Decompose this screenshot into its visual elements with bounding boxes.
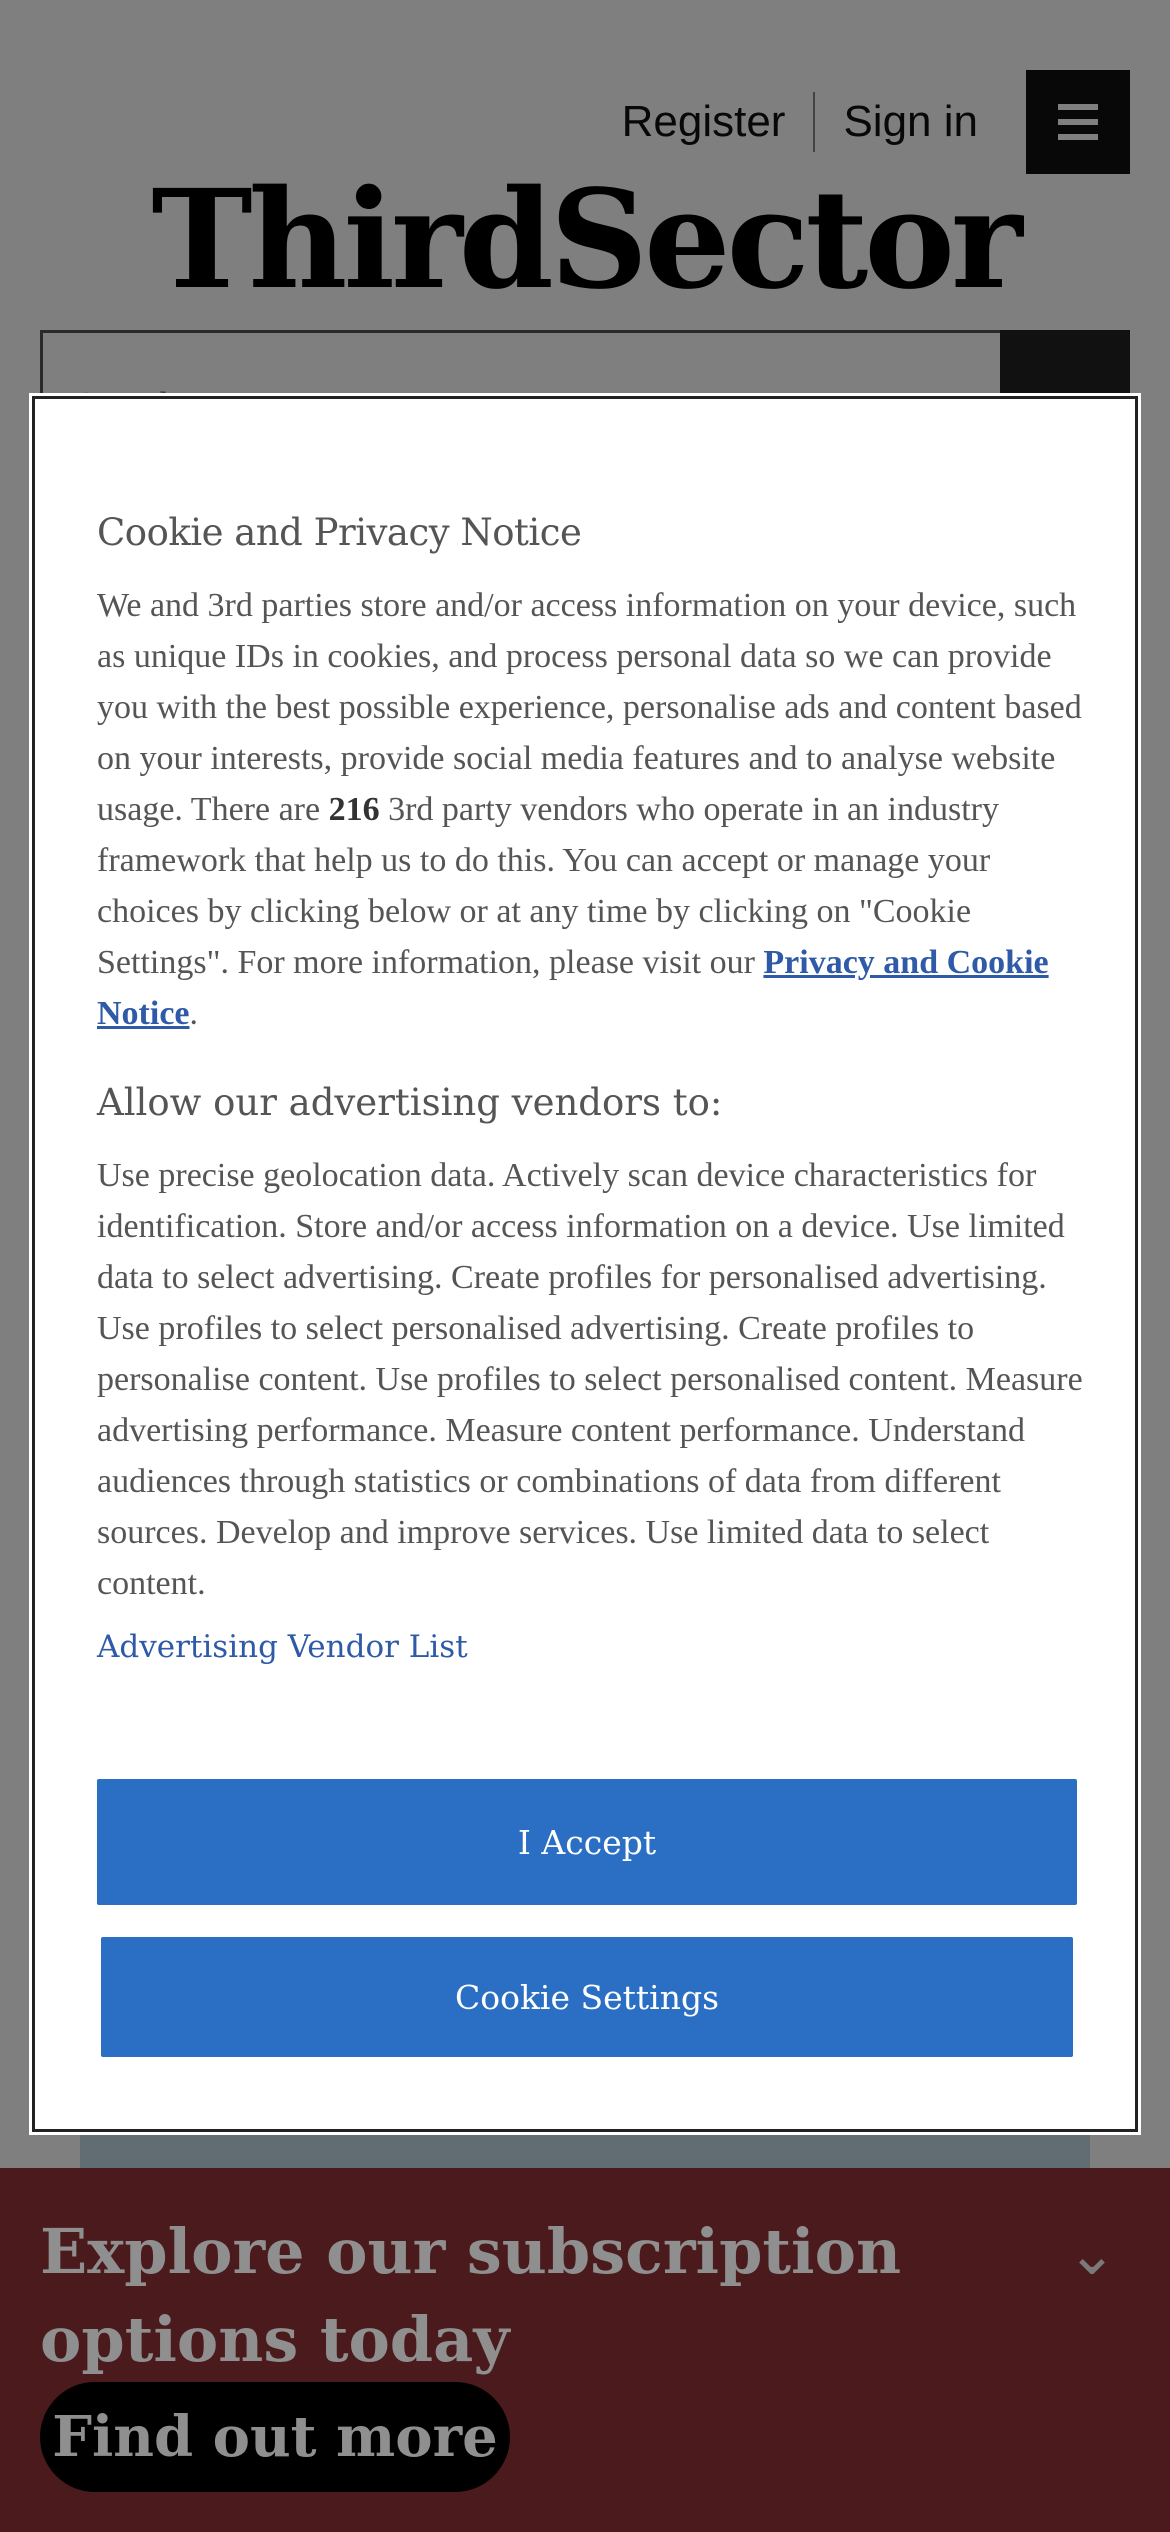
vendors-purposes-text: Use precise geolocation data. Actively scan device characteristics for identification. Store and/or access information on a device. Use limited data to select advertising. Create profiles for personalised advertising. Use profiles to select personalised advertising. Create profiles to personalise content. Use profiles to select personalised content. Measure advertising performance. Measure content performance. Understand audiences through statistics or combinations of data from different sources. Develop and improve services. Use limited data to select content. — [97, 1157, 1083, 1602]
vendor-list-link[interactable]: Advertising Vendor List — [97, 1629, 468, 1665]
vendors-heading: Allow our advertising vendors to: — [97, 1081, 723, 1124]
privacy-notice-link[interactable]: Privacy and Cookie Notice — [97, 944, 1049, 1032]
subscription-banner — [0, 2168, 1170, 2532]
vendor-count: 216 — [328, 791, 380, 828]
subscription-banner-text: Explore our subscription options today — [40, 2215, 902, 2376]
cookie-modal-title: Cookie and Privacy Notice — [97, 511, 582, 554]
cookie-modal-body — [97, 580, 1097, 1039]
cookie-settings-button[interactable]: Cookie Settings — [101, 1937, 1073, 2057]
find-out-more-button[interactable]: Find out more — [40, 2382, 510, 2492]
cookie-body-end: . — [189, 995, 199, 1032]
chevron-down-icon[interactable]: ⌄ — [1066, 2219, 1118, 2289]
cookie-modal-content — [97, 511, 1097, 1665]
cookie-body-part1: We and 3rd parties store and/or access information on your device, such as unique IDs in cookies, and process personal data so we can provide you with the best possible experience, personalise ads and content based on your interests, provide social media features and to analyse website usage. There are — [97, 587, 1082, 828]
cookie-modal — [32, 396, 1138, 2132]
cookie-body-part2: 3rd party vendors who operate in an industry framework that help us to do this. You can accept or manage your choices by clicking below or at any time by clicking on "Cookie Settings". For more information, please visit our — [97, 791, 999, 981]
accept-button[interactable]: I Accept — [97, 1779, 1077, 1905]
